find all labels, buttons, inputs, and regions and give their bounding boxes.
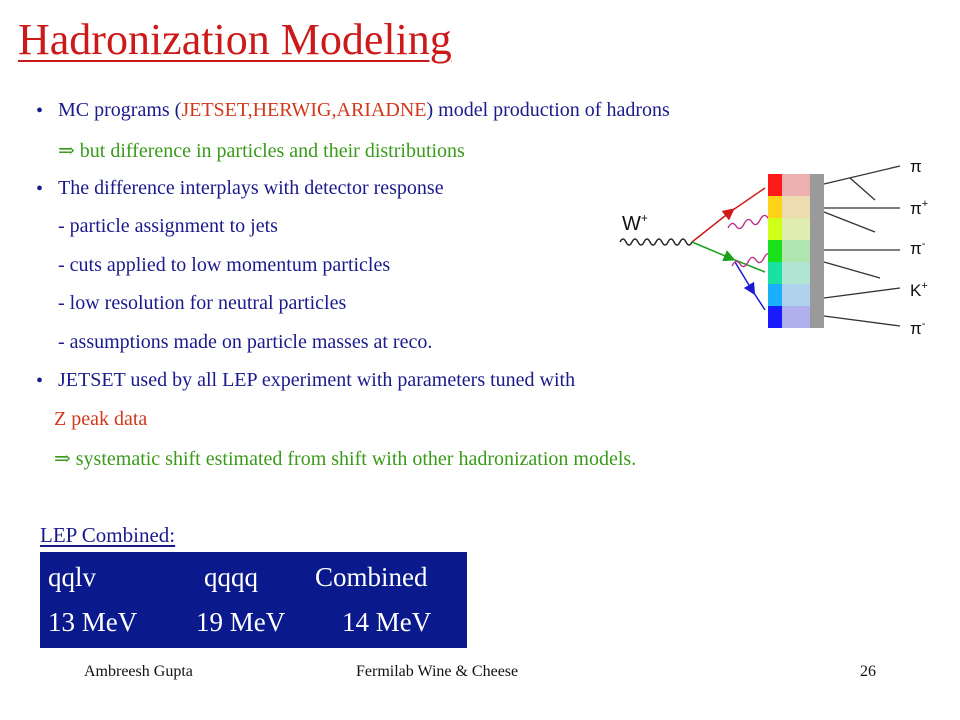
hadronization-diagram bbox=[610, 150, 945, 340]
particle-label-k-plus: K+ bbox=[910, 280, 928, 300]
header-qqlv: qqlv bbox=[48, 562, 97, 592]
bullet-2-sub-1: - particle assignment to jets bbox=[58, 215, 278, 237]
bullet-marker: • bbox=[36, 370, 44, 392]
bullet-1-pre: MC programs ( bbox=[58, 99, 182, 121]
quark-line-red-ext bbox=[730, 188, 765, 212]
particle-label-pi-minus-2: π- bbox=[910, 318, 926, 338]
particle-label-pi-plus: π+ bbox=[910, 198, 929, 218]
particle-label-pi-minus: π- bbox=[910, 238, 926, 258]
quark-line-red bbox=[692, 212, 730, 242]
quark-line-green bbox=[692, 242, 730, 258]
page-title: Hadronization Modeling bbox=[18, 15, 452, 64]
particle-label-pi: π bbox=[910, 157, 922, 176]
header-combined: Combined bbox=[315, 562, 428, 592]
spectrum-fade bbox=[782, 174, 810, 328]
quark-line-blue-ext bbox=[752, 290, 765, 310]
w-boson-propagator bbox=[620, 239, 692, 245]
footer-event: Fermilab Wine & Cheese bbox=[356, 663, 519, 680]
bullet-1-text bbox=[58, 99, 670, 122]
footer-page-number: 26 bbox=[860, 663, 876, 680]
value-qqlv: 13 MeV bbox=[48, 607, 138, 637]
hadron-lines bbox=[824, 166, 900, 326]
w-boson-label: W+ bbox=[622, 211, 648, 235]
quark-line-green-ext bbox=[730, 258, 765, 272]
bullet-2-sub-4: - assumptions made on particle masses at reco. bbox=[58, 331, 433, 353]
bullet-1-programs: JETSET,HERWIG,ARIADNE bbox=[181, 99, 427, 121]
lep-combined-label: LEP Combined: bbox=[40, 523, 176, 547]
bullet-3-text: JETSET used by all LEP experiment with parameters tuned with bbox=[58, 369, 576, 391]
lep-results-table bbox=[40, 552, 467, 648]
bullet-marker: • bbox=[36, 100, 44, 122]
value-qqqq: 19 MeV bbox=[196, 607, 286, 637]
bullet-1-sub: ⇒ but difference in particles and their distributions bbox=[58, 140, 465, 162]
bullet-2-sub-2: - cuts applied to low momentum particles bbox=[58, 254, 391, 276]
value-combined: 14 MeV bbox=[342, 607, 432, 637]
bullet-marker: • bbox=[36, 178, 44, 200]
bullet-2-sub-3: - low resolution for neutral particles bbox=[58, 292, 347, 314]
bullet-1-post: ) model production of hadrons bbox=[426, 99, 670, 121]
bullet-3-sub-green: ⇒ systematic shift estimated from shift with other hadronization models. bbox=[54, 448, 637, 470]
bullet-3-sub-red: Z peak data bbox=[54, 408, 148, 430]
footer-author: Ambreesh Gupta bbox=[84, 663, 193, 680]
header-qqqq: qqqq bbox=[204, 562, 258, 592]
bullet-2-text: The difference interplays with detector response bbox=[58, 177, 444, 199]
